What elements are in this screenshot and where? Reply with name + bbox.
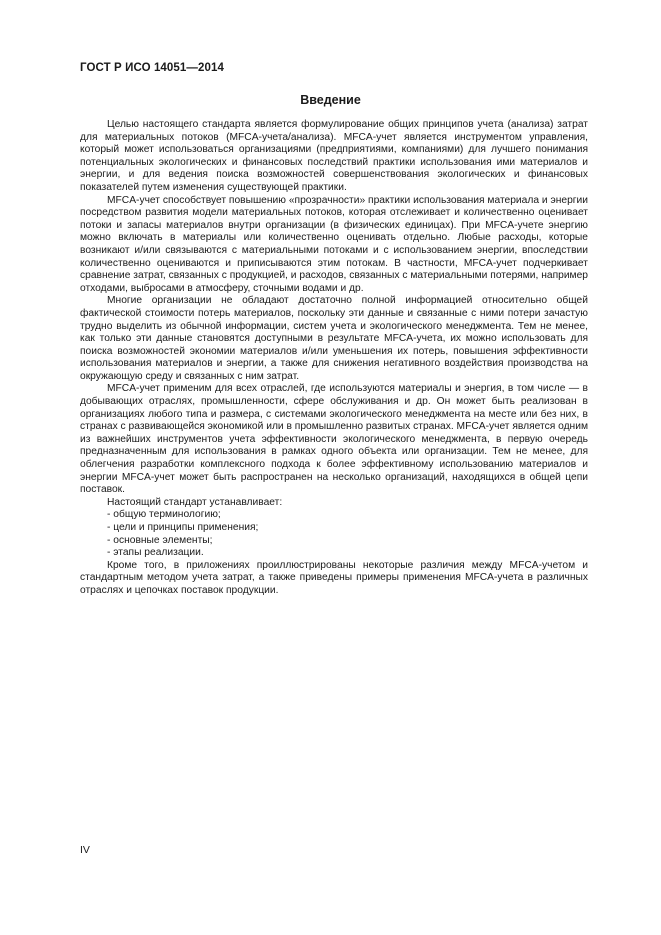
list: [80, 509, 588, 559]
document-header: ГОСТ Р ИСО 14051—2014: [80, 62, 225, 74]
section-title: Введение: [300, 93, 361, 107]
paragraph: Настоящий стандарт устанавливает:: [107, 496, 283, 508]
paragraph: Кроме того, в приложениях проиллюстрированы некоторые различия между MFCA-учетом и стандартным методом учета затрат, а также приведены примеры применения MFCA-учета в различных отраслях и цепочках поставок продукции.: [80, 559, 588, 596]
paragraph: Целью настоящего стандарта является формулирование общих принципов учета (анализа) затрат для материальных потоков (MFCA-учета/анализа). MFCA-учет является инструментом управления, который может использоваться организациями (предприятиями, компаниями) для лучшего понимания потенциальных экологических и финансовых последствий практики использования ими материалов и энергии, и для ведения поиска возможностей совершенствования экологических и финансовых показателей путем изменения существующей практики.: [80, 119, 588, 193]
list-item: - этапы реализации.: [107, 547, 204, 559]
page-number: IV: [80, 844, 90, 856]
paragraph: Многие организации не обладают достаточно полной информацией относительно общей фактической стоимости потерь материалов, поскольку эти данные и связанные с ними потери зачастую трудно выделить из обычной информации, систем учета и экологического менеджмента. Тем не менее, как только эти данные становятся доступными в результате MFCA-учета, их можно использовать для поиска возможностей экономии материалов и/или уменьшения их потерь, повышения эффективности использования материалов и энергии, а также для снижения негативного воздействия производства на окружающую среду и связанных с ним затрат.: [80, 295, 588, 382]
paragraph: MFCA-учет применим для всех отраслей, где используются материалы и энергия, в том числе — в добывающих отраслях, промышленности, сфере обслуживания и др. Он может быть реализован в организациях любого типа и размера, с системами экологического менеджмента на месте или без них, в странах с развивающейся экономикой или в промышленно развитых странах. MFCA-учет является одним из важнейших инструментов учета эффективности экологического менеджмента, в первую очередь предназначенным для использования в рамках одного объекта или организации. Тем не менее, для облегчения разработки комплексного подхода к более эффективному использованию материалов и энергии MFCA-учет может быть распространен на несколько организаций, находящихся в общей цепи поставок.: [80, 383, 588, 496]
paragraph: MFCA-учет способствует повышению «прозрачности» практики использования материала и энергии посредством развития модели материальных потоков, которая отслеживает и количественно оценивает потоки и запасы материалов внутри организации (в физических единицах). При MFCA-учете энергию можно включать в материалы или количественно оценивать отдельно. Любые расходы, которые возникают и/или связываются с материальными потоками и с использованием энергии, впоследствии количественно оцениваются и приписываются этим потокам. В частности, MFCA-учет подчеркивает сравнение затрат, связанных с продукцией, и расходов, связанных с материальными потерями, например отходами, выбросами в атмосферу, сточными водами и др.: [80, 194, 588, 294]
list-item: - общую терминологию;: [107, 509, 221, 521]
list-item: - цели и принципы применения;: [107, 522, 259, 533]
body-text: [80, 119, 588, 598]
list-item: - основные элементы;: [107, 534, 213, 546]
